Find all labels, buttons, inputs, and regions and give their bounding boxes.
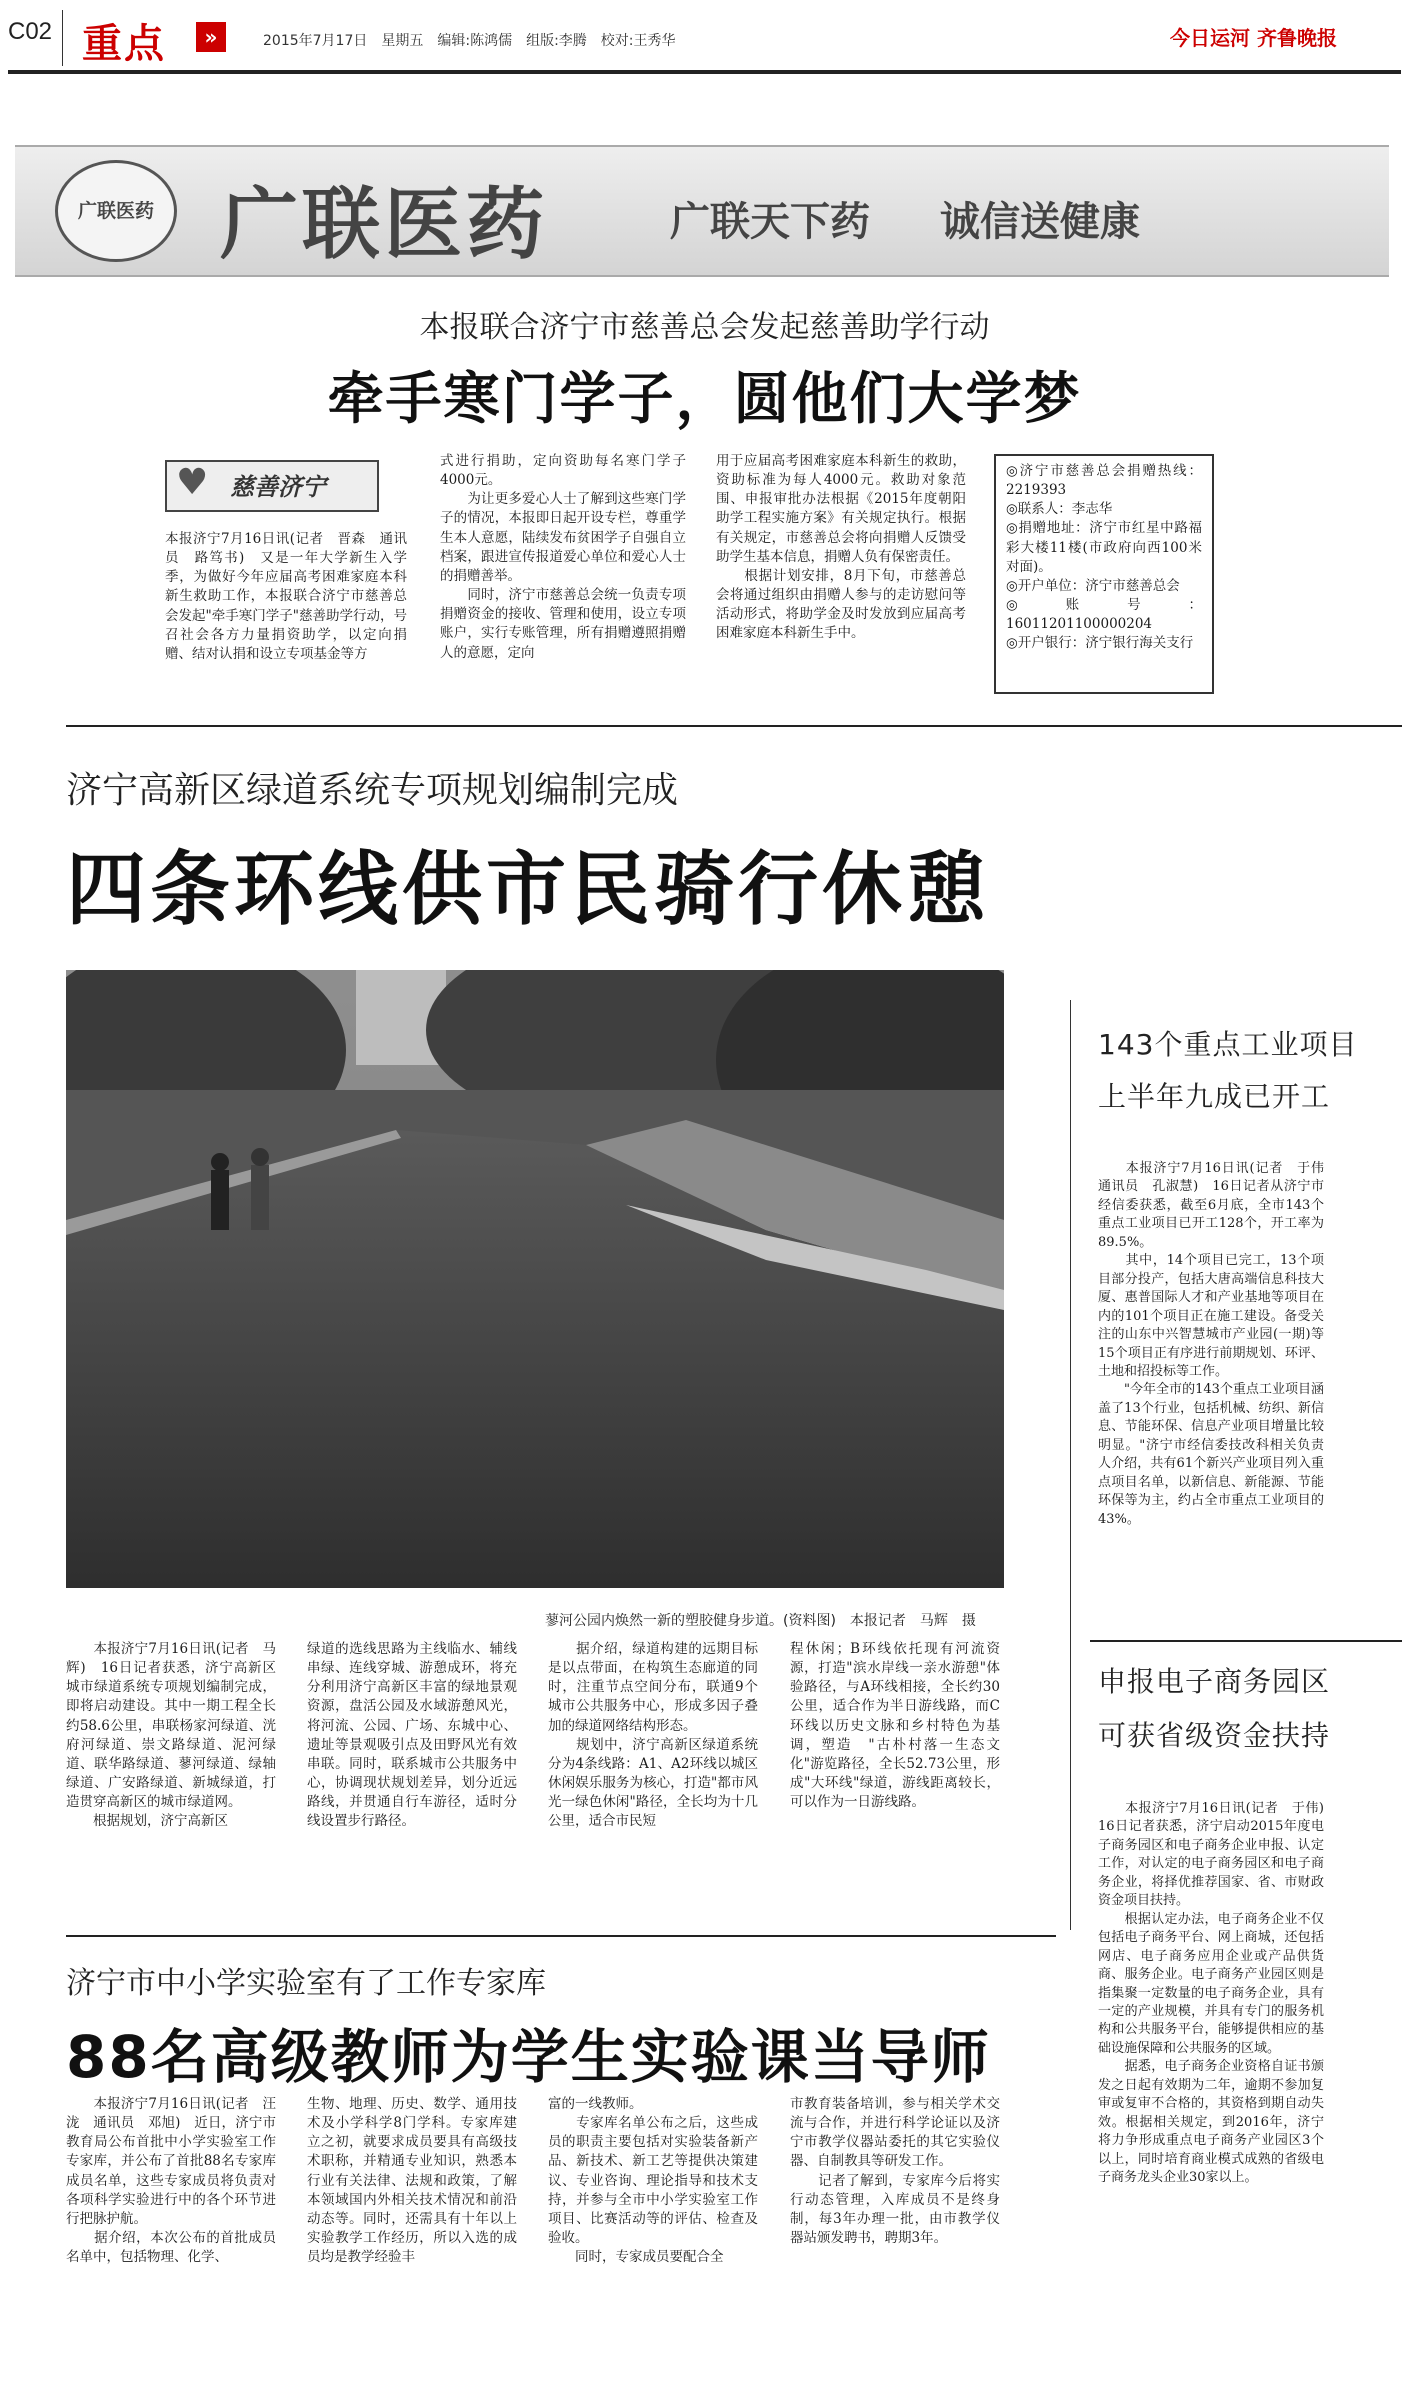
charity-kicker: 本报联合济宁市慈善总会发起慈善助学行动 bbox=[419, 310, 990, 345]
header-meta: 2015年7月17日 星期五 编辑:陈鸿儒 组版:李腾 校对:王秀华 bbox=[263, 33, 676, 49]
chevron-right-icon: » bbox=[196, 22, 226, 52]
ecommerce-title-1: 申报电子商务园区 bbox=[1098, 1665, 1331, 1698]
section-rule-1 bbox=[66, 725, 1402, 727]
photo-illustration bbox=[66, 970, 1004, 1588]
photo-caption: 蓼河公园内焕然一新的塑胶健身步道。(资料图) 本报记者 马辉 摄 bbox=[545, 1613, 976, 1629]
lab-col-3: 富的一线教师。 专家库名单公布之后，这些成员的职责主要包括对实验装备新产品、新技术、新工艺等提供决策建议、专业咨询、理论指导和技术支持，并参与全市中小学实验室工作项目、比赛活动等的评估、检查及验收。 同时，专家成员要配合全 bbox=[548, 2096, 758, 2266]
ad-slogan-2: 诚信送健康 bbox=[940, 199, 1140, 245]
greenway-col-4: 程休闲；B环线依托现有河流资源，打造"滨水岸线一亲水游憩"体验路径，与A环线相接，全长约30公里，适合作为半日游线路，而C环线以历史文脉和乡村特色为基调，塑造 "古朴村落一生态文化"游览路径，全长52.73公里，形成"大环线"绿道，游线距离较长，可以作为一日游线路。 bbox=[790, 1641, 1000, 1811]
greenway-col-1: 本报济宁7月16日讯(记者 马辉) 16日记者获悉，济宁高新区城市绿道系统专项规划编制完成，即将启动建设。其中一期工程全长约58.6公里，串联杨家河绿道、洸府河绿道、崇文路绿道、泥河绿道、联华路绿道、蓼河绿道、绿轴绿道、广安路绿道、新城绿道，打造贯穿高新区的城市绿道网。 根据规划，济宁高新区 bbox=[66, 1641, 276, 1830]
greenway-headline: 四条环线供市民骑行休憩 bbox=[66, 843, 990, 936]
greenway-col-2: 绿道的选线思路为主线临水、辅线串绿、连线穿城、游憩成环，将充分利用济宁高新区丰富的绿地景观资源，盘活公园及水域游憩风光，将河流、公园、广场、东城中心、遗址等景观吸引点及田野风光有效串联。同时，联系城市公共服务中心，协调现状规划差异，划分近远路线，并贯通自行车游径，适时分线设置步行路径。 bbox=[307, 1641, 517, 1830]
charity-col-2: 式进行捐助，定向资助每名寒门学子4000元。 为让更多爱心人士了解到这些寒门学子的情况，本报即日起开设专栏，尊重学生本人意愿，陆续发布贫困学子自强自立档案，跟进宣传报道爱心单位和爱心人士的捐赠善举。 同时，济宁市慈善总会统一负责专项捐赠资金的接收、管理和使用，设立专项账户，实行专账管理，所有捐赠遵照捐赠人的意愿，定向 bbox=[440, 453, 686, 661]
ad-logo-text: 广联医药 bbox=[77, 200, 154, 222]
charity-col-3: 用于应届高考困难家庭本科新生的救助，资助标准为每人4000元。救助对象范围、申报审批办法根据《2015年度朝阳助学工程实施方案》有关规定执行。根据有关规定，市慈善总会将向捐赠人反馈受助学生基本信息，捐赠人负有保密责任。 根据计划安排，8月下旬，市慈善总会将通过组织由捐赠人参与的走访慰问等活动形式，将助学金及时发放到应届高考困难家庭本科新生手中。 bbox=[716, 453, 966, 642]
section-label: 重点 bbox=[82, 21, 166, 67]
ad-logo bbox=[55, 160, 177, 262]
greenway-col-3: 据介绍，绿道构建的远期目标是以点带面，在构筑生态廊道的同时，注重节点空间分布，联通9个城市公共服务中心，形成多因子叠加的绿道网络结构形态。 规划中，济宁高新区绿道系统分为4条线路：A1、A2环线以城区休闲娱乐服务为核心，打造"都市风光一绿色休闲"路径，全长均为十几公里，适合市民短 bbox=[548, 1641, 758, 1830]
lab-col-1: 本报济宁7月16日讯(记者 汪泷 通讯员 邓旭) 近日，济宁市教育局公布首批中小学实验室工作专家库，并公布了首批88名专家库成员名单，这些专家成员将负责对各项科学实验进行中的各个环节进行把脉护航。 据介绍，本次公布的首批成员名单中，包括物理、化学、 bbox=[66, 2096, 276, 2266]
charity-headline: 牵手寒门学子，圆他们大学梦 bbox=[327, 367, 1082, 432]
lab-headline: 88名高级教师为学生实验课当导师 bbox=[66, 2023, 991, 2091]
header-divider bbox=[62, 10, 63, 66]
ad-slogan-1: 广联天下药 bbox=[670, 199, 870, 245]
industry-title-1: 143个重点工业项目 bbox=[1098, 1028, 1358, 1061]
greenway-kicker: 济宁高新区绿道系统专项规划编制完成 bbox=[66, 770, 679, 811]
heart-icon: ♥ bbox=[176, 462, 209, 503]
donation-info-box bbox=[994, 454, 1214, 694]
lab-col-4: 市教育装备培训，参与相关学术交流与合作，并进行科学论证以及济宁市教学仪器站委托的其它实验仪器、自制教具等研发工作。 记者了解到，专家库今后将实行动态管理，入库成员不是终身制，每3年办理一批，由市教学仪器站颁发聘书，聘期3年。 bbox=[790, 2096, 1000, 2247]
side-column-divider bbox=[1070, 1000, 1071, 1930]
park-walkway-photo bbox=[66, 970, 1004, 1588]
charity-badge-text: 慈善济宁 bbox=[230, 472, 326, 501]
charity-col-1: 本报济宁7月16日讯(记者 晋森 通讯员 路笃书) 又是一年大学新生入学季，为做好今年应届高考困难家庭本科新生救助工作，本报联合济宁市慈善总会发起"牵手寒门学子"慈善助学行动，号召社会各方力量捐资助学，以定向捐赠、结对认捐和设立专项基金等方 bbox=[165, 531, 407, 662]
section-rule-2 bbox=[66, 1935, 1056, 1937]
brief-rule bbox=[1090, 1640, 1402, 1642]
newspaper-brand: 今日运河 齐鲁晚报 bbox=[1170, 26, 1337, 50]
lab-col-2: 生物、地理、历史、数学、通用技术及小学科学8门学科。专家库建立之初，就要求成员要具有高级技术职称，并精通专业知识，熟悉本行业有关法律、法规和政策，了解本领域国内外相关技术情况和前沿动态等。同时，还需具有十年以上实验教学工作经历，所以入选的成员均是教学经验丰 bbox=[307, 2096, 517, 2266]
industry-body: 本报济宁7月16日讯(记者 于伟 通讯员 孔淑慧) 16日记者从济宁市经信委获悉，截至6月底，全市143个重点工业项目已开工128个，开工率为89.5%。 其中，14个项目已完工，13个项目部分投产，包括大唐高端信息科技大厦、惠普国际人才和产业基地等项目在内的101个项目正在施工建设。备受关注的山东中兴智慧城市产业园(一期)等15个项目正有序进行前期规划、环评、土地和招投标等工作。 "今年全市的143个重点工业项目涵盖了13个行业，包括机械、纺织、新信息、节能环保、信息产业项目增量比较明显。"济宁市经信委技改科相关负责人介绍，共有61个新兴产业项目列入重点项目名单，以新信息、新能源、节能环保等为主，约占全市重点工业项目的43%。 bbox=[1098, 1161, 1324, 1527]
page-code: C02 bbox=[8, 18, 53, 45]
industry-title-2: 上半年九成已开工 bbox=[1098, 1080, 1331, 1113]
donation-info: ◎济宁市慈善总会捐赠热线：2219393 ◎联系人：李志华 ◎捐赠地址：济宁市红星中路福彩大楼11楼(市政府向西100米对面)。 ◎开户单位：济宁市慈善总会 ◎账号：16011201100000204 ◎开户银行：济宁银行海关支行 bbox=[1006, 463, 1202, 652]
ecommerce-title-2: 可获省级资金扶持 bbox=[1098, 1719, 1331, 1752]
header-rule bbox=[8, 70, 1401, 74]
lab-kicker: 济宁市中小学实验室有了工作专家库 bbox=[66, 1966, 546, 2001]
ad-title: 广联医药 bbox=[220, 179, 549, 270]
ecommerce-body: 本报济宁7月16日讯(记者 于伟) 16日记者获悉，济宁启动2015年度电子商务园区和电子商务企业申报、认定工作，对认定的电子商务园区和电子商务企业，将择优推荐国家、省、市财政资金项目扶持。 根据认定办法，电子商务企业不仅包括电子商务平台、网上商城，还包括网店、电子商务应用企业或产品供货商、服务企业。电子商务产业园区则是指集聚一定数量的电子商务企业，具有一定的产业规模，并具有专门的服务机构和公共服务平台，能够提供相应的基础设施保障和公共服务的区域。 据悉，电子商务企业资格自证书颁发之日起有效期为二年，逾期不参加复审或复审不合格的，其资格到期自动失效。根据相关规定，到2016年，济宁将力争形成重点电子商务产业园区3个以上，同时培育商业模式成熟的省级电子商务龙头企业30家以上。 bbox=[1098, 1801, 1324, 2186]
